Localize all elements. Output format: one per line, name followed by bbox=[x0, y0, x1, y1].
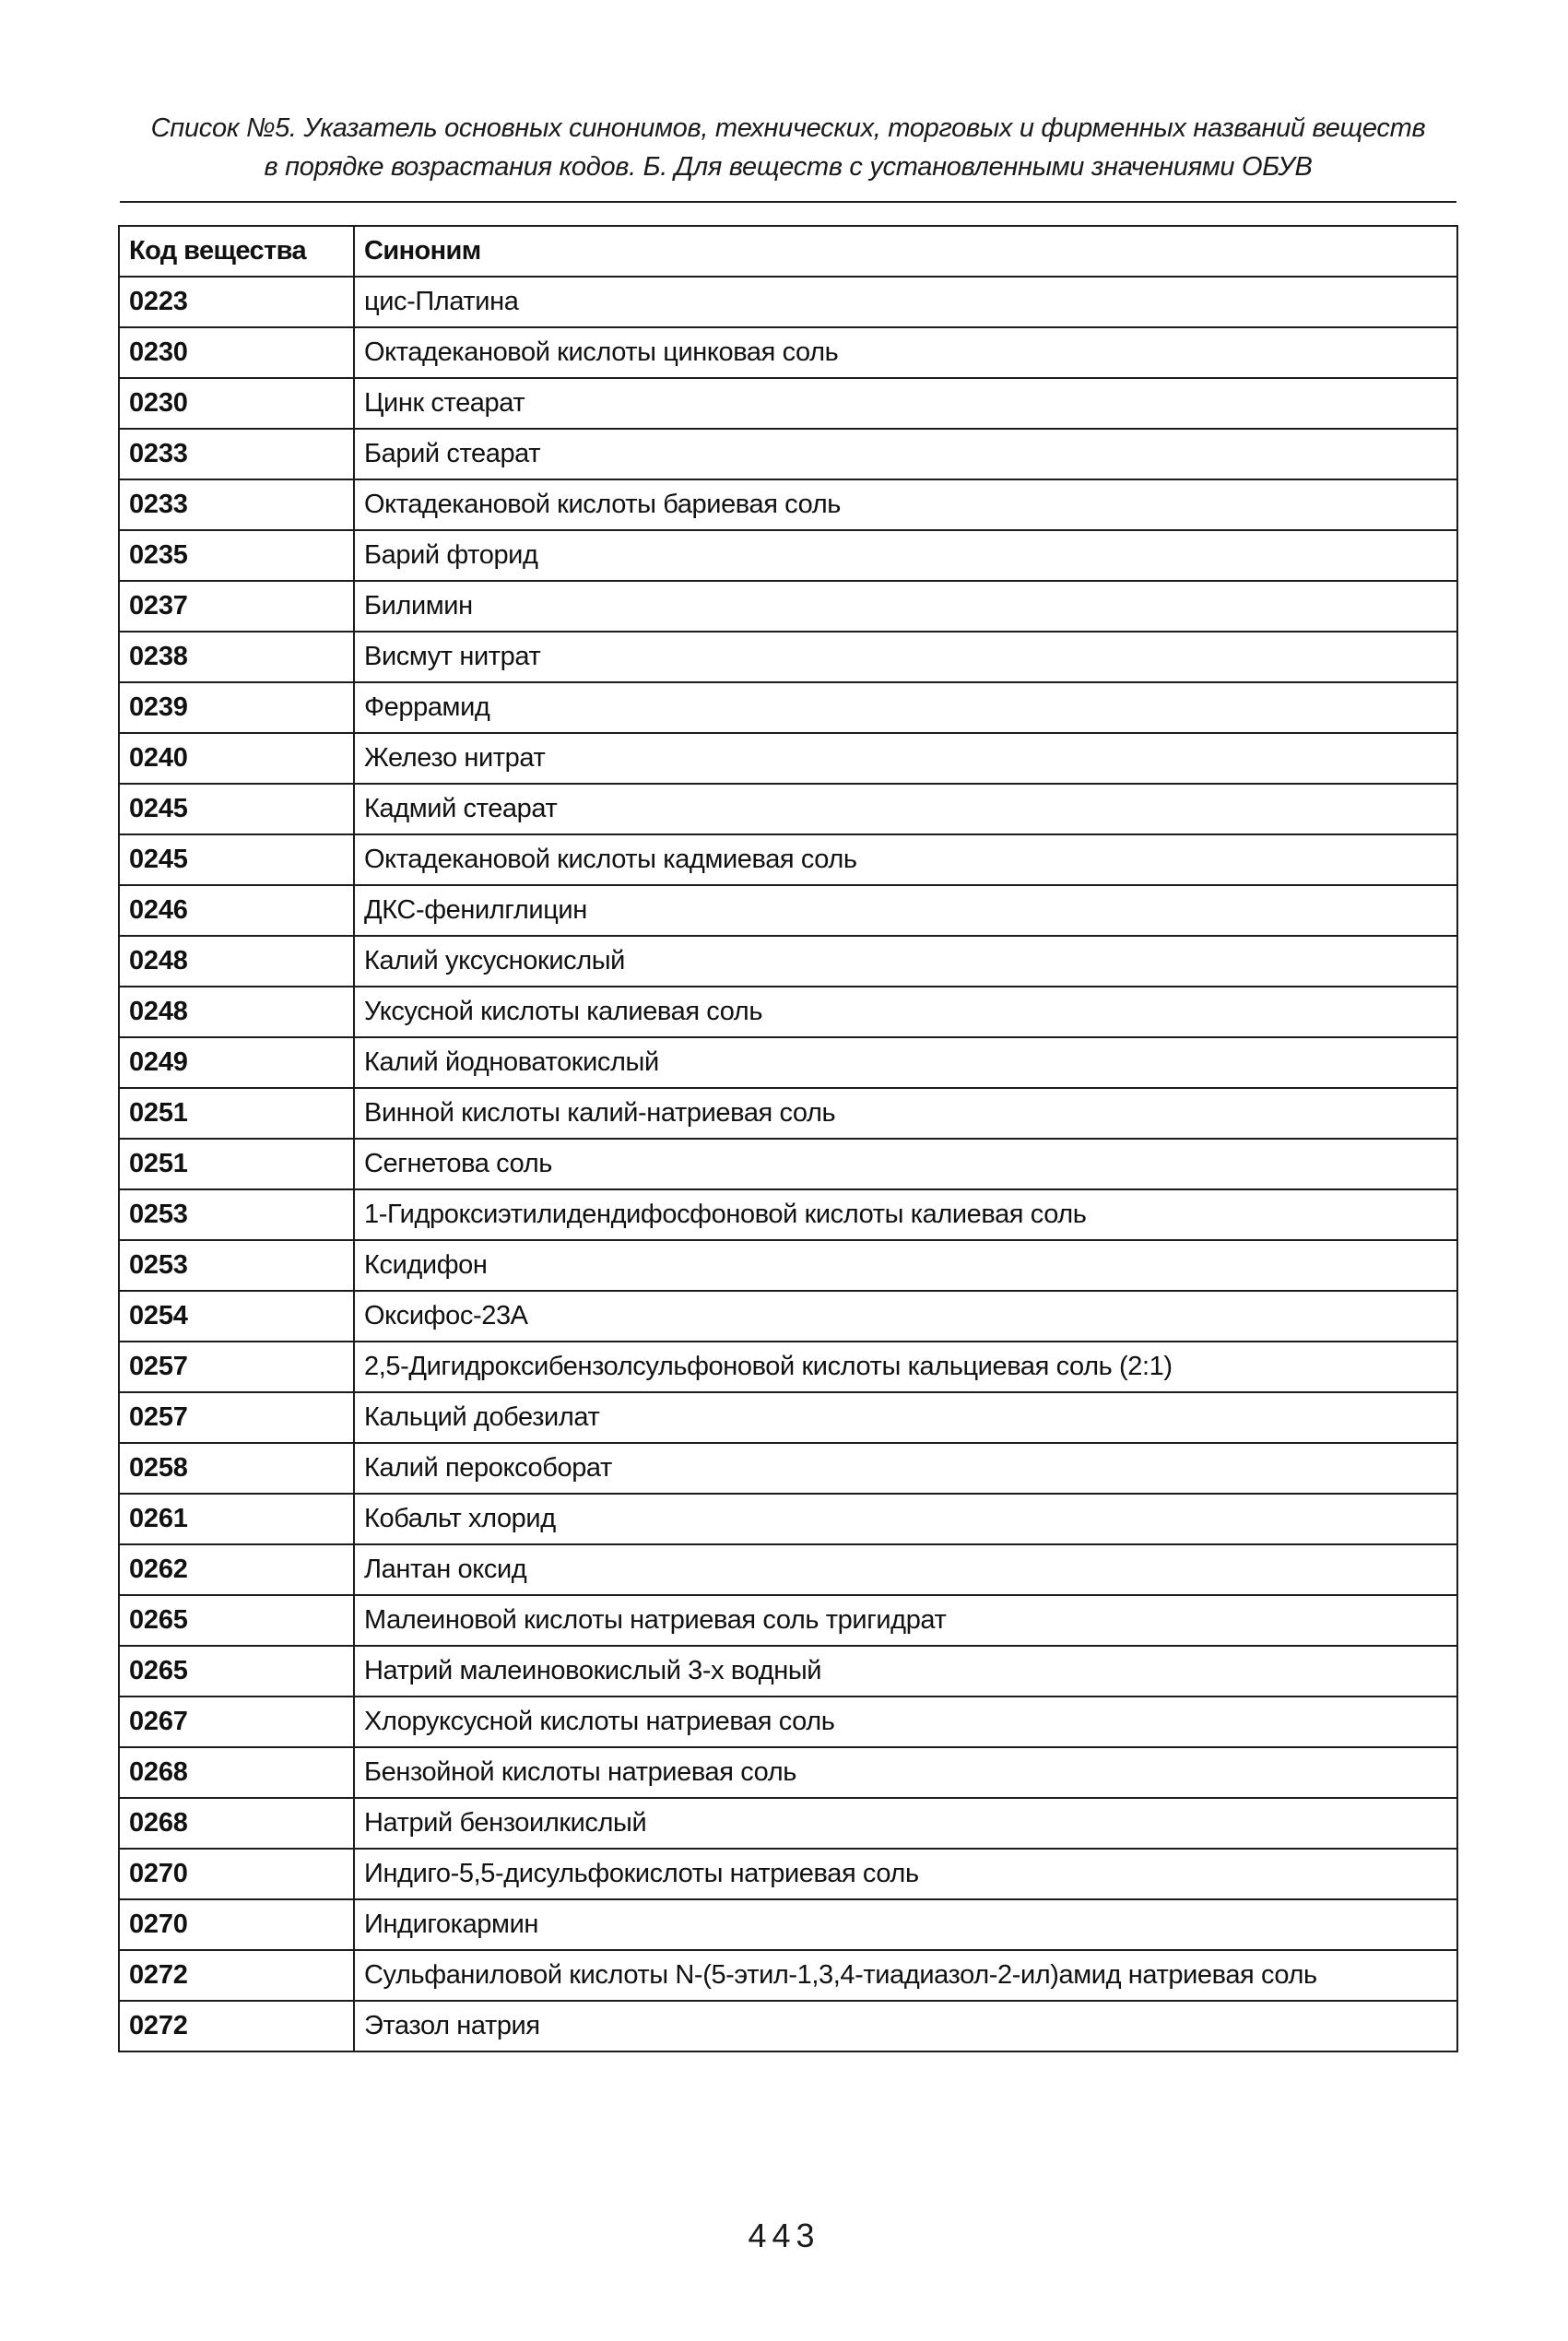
synonym-cell: Лантан оксид bbox=[354, 1544, 1457, 1595]
synonym-cell: Калий йодноватокислый bbox=[354, 1037, 1457, 1088]
table-row bbox=[119, 1342, 1457, 1392]
substance-code-cell: 0239 bbox=[119, 682, 354, 733]
synonym-cell: Ксидифон bbox=[354, 1240, 1457, 1291]
substance-code-cell: 0268 bbox=[119, 1798, 354, 1849]
substance-code-cell: 0254 bbox=[119, 1291, 354, 1342]
table-row bbox=[119, 936, 1457, 987]
substance-code-cell: 0272 bbox=[119, 2001, 354, 2051]
substance-code-cell: 0257 bbox=[119, 1342, 354, 1392]
table-row bbox=[119, 277, 1457, 327]
synonym-cell: Индиго-5,5-дисульфокислоты натриевая соль bbox=[354, 1849, 1457, 1899]
table-row bbox=[119, 1443, 1457, 1494]
table-row bbox=[119, 885, 1457, 936]
table-row bbox=[119, 1747, 1457, 1798]
table-row bbox=[119, 1544, 1457, 1595]
table-row bbox=[119, 632, 1457, 682]
substance-code-cell: 0235 bbox=[119, 530, 354, 581]
column-header-synonym: Синоним bbox=[354, 226, 1457, 277]
synonym-cell: Индигокармин bbox=[354, 1899, 1457, 1950]
substance-code-cell: 0230 bbox=[119, 327, 354, 378]
synonym-cell: Кобальт хлорид bbox=[354, 1494, 1457, 1544]
table-row bbox=[119, 784, 1457, 834]
substance-code-cell: 0245 bbox=[119, 784, 354, 834]
synonym-cell: цис-Платина bbox=[354, 277, 1457, 327]
column-header-code: Код вещества bbox=[119, 226, 354, 277]
synonym-cell: 1-Гидроксиэтилидендифосфоновой кислоты калиевая соль bbox=[354, 1189, 1457, 1240]
substance-code-cell: 0248 bbox=[119, 987, 354, 1037]
table-row bbox=[119, 733, 1457, 784]
synonym-cell: Железо нитрат bbox=[354, 733, 1457, 784]
table-row bbox=[119, 1697, 1457, 1747]
synonym-cell: Кальций добезилат bbox=[354, 1392, 1457, 1443]
table-row bbox=[119, 1037, 1457, 1088]
substance-code-cell: 0270 bbox=[119, 1899, 354, 1950]
header-title-line-2: в порядке возрастания кодов. Б. Для веществ с установленными значениями ОБУВ bbox=[264, 152, 1313, 182]
substance-code-cell: 0223 bbox=[119, 277, 354, 327]
synonym-cell: Этазол натрия bbox=[354, 2001, 1457, 2051]
synonym-cell: ДКС-фенилглицин bbox=[354, 885, 1457, 936]
table-row bbox=[119, 2001, 1457, 2051]
table-row bbox=[119, 682, 1457, 733]
synonym-cell: Калий пероксоборат bbox=[354, 1443, 1457, 1494]
substance-code-cell: 0233 bbox=[119, 479, 354, 530]
table-row bbox=[119, 1494, 1457, 1544]
table-row bbox=[119, 530, 1457, 581]
synonym-cell: Натрий малеиновокислый 3-х водный bbox=[354, 1646, 1457, 1697]
substance-code-cell: 0248 bbox=[119, 936, 354, 987]
substance-code-cell: 0265 bbox=[119, 1646, 354, 1697]
synonym-cell: Билимин bbox=[354, 581, 1457, 632]
synonym-cell: Октадекановой кислоты цинковая соль bbox=[354, 327, 1457, 378]
synonym-cell: Цинк стеарат bbox=[354, 378, 1457, 429]
synonym-cell: Малеиновой кислоты натриевая соль тригидрат bbox=[354, 1595, 1457, 1646]
synonym-cell: Натрий бензоилкислый bbox=[354, 1798, 1457, 1849]
synonym-cell: Винной кислоты калий-натриевая соль bbox=[354, 1088, 1457, 1139]
substance-code-cell: 0240 bbox=[119, 733, 354, 784]
synonym-cell: Сульфаниловой кислоты N-(5-этил-1,3,4-тиадиазол-2-ил)амид натриевая соль bbox=[354, 1950, 1457, 2001]
table-body bbox=[119, 277, 1457, 2051]
table-row bbox=[119, 479, 1457, 530]
table-row bbox=[119, 1849, 1457, 1899]
table-row bbox=[119, 1139, 1457, 1189]
substance-code-cell: 0258 bbox=[119, 1443, 354, 1494]
substance-code-cell: 0230 bbox=[119, 378, 354, 429]
synonym-cell: Бензойной кислоты натриевая соль bbox=[354, 1747, 1457, 1798]
table-row bbox=[119, 1189, 1457, 1240]
substance-code-cell: 0249 bbox=[119, 1037, 354, 1088]
synonym-cell: Октадекановой кислоты бариевая соль bbox=[354, 479, 1457, 530]
substance-code-cell: 0251 bbox=[119, 1139, 354, 1189]
substance-code-cell: 0272 bbox=[119, 1950, 354, 2001]
table-row bbox=[119, 1899, 1457, 1950]
substance-code-cell: 0251 bbox=[119, 1088, 354, 1139]
substance-code-cell: 0262 bbox=[119, 1544, 354, 1595]
substance-code-cell: 0268 bbox=[119, 1747, 354, 1798]
table-row bbox=[119, 1392, 1457, 1443]
substance-code-cell: 0257 bbox=[119, 1392, 354, 1443]
synonym-cell: Кадмий стеарат bbox=[354, 784, 1457, 834]
table-row bbox=[119, 1646, 1457, 1697]
table-row bbox=[119, 429, 1457, 479]
table-header bbox=[119, 226, 1457, 277]
synonym-cell: Сегнетова соль bbox=[354, 1139, 1457, 1189]
synonym-cell: Уксусной кислоты калиевая соль bbox=[354, 987, 1457, 1037]
page-number: 443 bbox=[748, 2217, 820, 2254]
synonym-cell: Барий фторид bbox=[354, 530, 1457, 581]
synonym-cell: Хлоруксусной кислоты натриевая соль bbox=[354, 1697, 1457, 1747]
synonym-cell: Калий уксуснокислый bbox=[354, 936, 1457, 987]
table-row bbox=[119, 1798, 1457, 1849]
table-row bbox=[119, 1240, 1457, 1291]
synonym-cell: Барий стеарат bbox=[354, 429, 1457, 479]
table-row bbox=[119, 1950, 1457, 2001]
substance-code-cell: 0253 bbox=[119, 1189, 354, 1240]
synonym-cell: Октадекановой кислоты кадмиевая соль bbox=[354, 834, 1457, 885]
header-divider bbox=[120, 201, 1456, 203]
synonym-table bbox=[118, 225, 1458, 2052]
substance-code-cell: 0267 bbox=[119, 1697, 354, 1747]
page-header bbox=[120, 109, 1456, 186]
substance-code-cell: 0265 bbox=[119, 1595, 354, 1646]
synonym-cell: Феррамид bbox=[354, 682, 1457, 733]
substance-code-cell: 0261 bbox=[119, 1494, 354, 1544]
substance-code-cell: 0245 bbox=[119, 834, 354, 885]
substance-code-cell: 0238 bbox=[119, 632, 354, 682]
table-row bbox=[119, 327, 1457, 378]
table-row bbox=[119, 834, 1457, 885]
substance-code-cell: 0237 bbox=[119, 581, 354, 632]
header-title-line-1: Список №5. Указатель основных синонимов, технических, торговых и фирменных названий веществ bbox=[150, 113, 1426, 143]
table-row bbox=[119, 1291, 1457, 1342]
table-row bbox=[119, 378, 1457, 429]
synonym-cell: 2,5-Дигидроксибензолсульфоновой кислоты кальциевая соль (2:1) bbox=[354, 1342, 1457, 1392]
substance-code-cell: 0233 bbox=[119, 429, 354, 479]
synonym-cell: Висмут нитрат bbox=[354, 632, 1457, 682]
synonym-cell: Оксифос-23А bbox=[354, 1291, 1457, 1342]
table-row bbox=[119, 1088, 1457, 1139]
table-header-row bbox=[119, 226, 1457, 277]
table-row bbox=[119, 1595, 1457, 1646]
table-row bbox=[119, 581, 1457, 632]
substance-code-cell: 0253 bbox=[119, 1240, 354, 1291]
table-row bbox=[119, 987, 1457, 1037]
substance-code-cell: 0270 bbox=[119, 1849, 354, 1899]
substance-code-cell: 0246 bbox=[119, 885, 354, 936]
